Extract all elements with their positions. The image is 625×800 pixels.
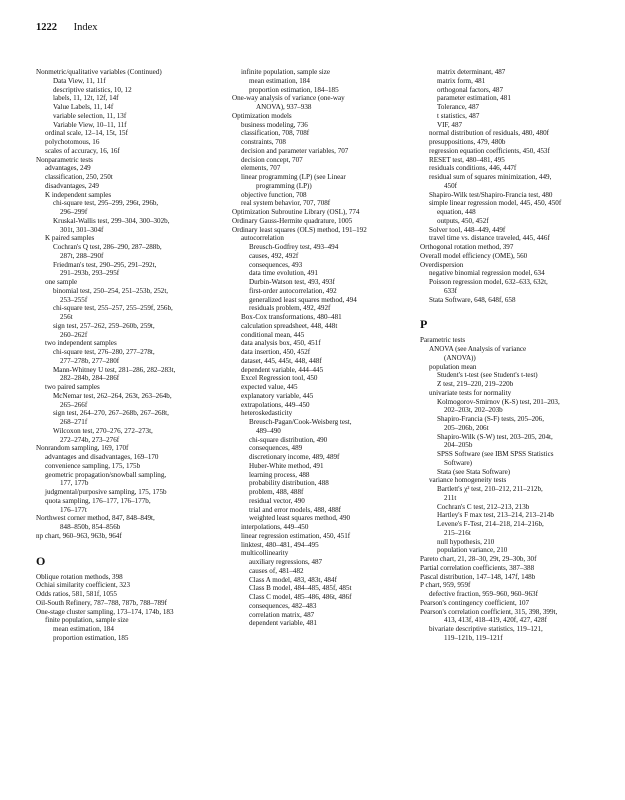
index-entry: classification, 250, 250t — [45, 173, 113, 181]
index-entry: decision concept, 707 — [241, 155, 303, 164]
index-entry: Nonmetric/qualitative variables (Continued) — [36, 68, 162, 76]
index-entry: Student's t-test (see Student's t-test) — [437, 371, 538, 380]
section-letter: P — [420, 317, 428, 332]
index-entry: elements, 707 — [241, 164, 281, 173]
index-entry: K independent samples — [45, 190, 112, 199]
index-entry: Overdispersion — [420, 260, 464, 269]
index-entry: defective fraction, 959–960, 960–963f — [429, 590, 538, 598]
index-entry: finite population, sample size — [45, 616, 129, 625]
index-entry: linear regression estimation, 450, 451f — [241, 531, 351, 540]
index-entry: univariate tests for normality — [429, 388, 512, 397]
index-entry: VIF, 487 — [437, 120, 463, 129]
index-column-2 — [232, 68, 412, 628]
index-entry: consequences, 493 — [249, 260, 303, 269]
index-entry: consequences, 489 — [249, 444, 303, 453]
index-entry: Durbin-Watson test, 493, 493f — [249, 278, 335, 286]
index-entry: Levene's F-Test, 214–218, 214–216b, — [437, 520, 544, 528]
index-entry: decision and parameter variables, 707 — [241, 146, 349, 155]
index-entry: ANOVA), 937–938 — [256, 103, 312, 111]
index-entry: Tolerance, 487 — [437, 103, 480, 111]
index-entry: classification, 708, 708f — [241, 129, 310, 138]
section-letter: O — [36, 553, 46, 568]
index-entry: 119–121b, 119–121f — [444, 633, 503, 642]
index-entry: chi-square test, 255–257, 255–259f, 256b, — [53, 304, 173, 313]
index-entry: dependent variable, 444–445 — [241, 365, 324, 374]
index-entry: simple linear regression model, 445, 450, 450f — [429, 199, 562, 208]
index-entry: one sample — [45, 278, 78, 286]
index-entry: geometric propagation/snowball sampling, — [45, 470, 167, 479]
index-entry: 277–278b, 277–280f — [60, 356, 120, 365]
index-entry: 301t, 301–304f — [60, 225, 104, 234]
index-entry: conditional mean, 445 — [241, 330, 305, 339]
page-header — [36, 22, 98, 33]
index-entry: convenience sampling, 175, 175b — [45, 461, 141, 470]
index-entry: labels, 11, 12t, 12f, 14f — [53, 94, 119, 103]
index-entry: 633f — [444, 286, 458, 295]
index-entry: 204–205b — [444, 441, 473, 450]
index-entry: 260–262f — [60, 330, 88, 339]
index-entry: advantages, 249 — [45, 164, 91, 173]
index-entry: matrix form, 481 — [437, 76, 486, 85]
index-entry: parameter estimation, 481 — [437, 94, 511, 103]
index-entry: 450f — [444, 181, 458, 190]
index-entry: chi-square test, 276–280, 277–278t, — [53, 348, 155, 356]
index-entry: Shapiro-Wilk test/Shapiro-Francia test, 480 — [429, 190, 553, 199]
index-entry: 268–271f — [60, 418, 88, 426]
index-entry: Class A model, 483, 483t, 484f — [249, 575, 337, 584]
index-entry: Class B model, 484–485, 485f, 485t — [249, 584, 352, 593]
index-entry: normal distribution of residuals, 480, 480f — [429, 129, 549, 138]
index-entry: Shapiro-Francia (S-F) tests, 205–206, — [437, 415, 544, 423]
index-entry: 256t — [60, 313, 73, 321]
index-entry: variance homogeneity tests — [429, 476, 507, 485]
index-entry: Ordinary Gauss-Hermite quadrature, 1005 — [232, 216, 353, 225]
index-entry: heteroskedasticity — [241, 409, 293, 418]
index-entry: Poisson regression model, 632–633, 632t, — [429, 278, 548, 286]
index-entry: bivariate descriptive statistics, 119–121, — [429, 625, 543, 633]
index-entry: Value Labels, 11, 14f — [53, 103, 114, 111]
index-entry: 282–284b, 284–286f — [60, 374, 120, 383]
index-entry: learning process, 488 — [249, 470, 310, 479]
index-entry: residuals conditions, 446, 447f — [429, 164, 517, 173]
index-entry: 205–206b, 206t — [444, 423, 489, 432]
index-entry: dataset, 445, 445t, 448, 448f — [241, 356, 322, 365]
index-entry: Data View, 11, 11f — [53, 76, 106, 85]
index-entry: business modeling, 736 — [241, 120, 308, 129]
index-entry: orthogonal factors, 487 — [437, 85, 503, 94]
index-entry: 215–216t — [444, 528, 471, 537]
index-entry: 848–850b, 854–856b — [60, 523, 121, 531]
index-entry: Cochran's Q test, 286–290, 287–288b, — [53, 243, 162, 251]
index-entry: Nonparametric tests — [36, 155, 93, 164]
index-entry: 253–255f — [60, 295, 88, 304]
index-entry: scales of accuracy, 16, 16f — [45, 146, 120, 155]
index-entry: regression equation coefficients, 450, 453f — [429, 146, 550, 155]
index-entry: Class C model, 485–486, 486t, 486f — [249, 593, 352, 601]
index-entry: linear programming (LP) (see Linear — [241, 173, 346, 181]
index-entry: multicollinearity — [241, 549, 289, 558]
index-entry: Optimization Subroutine Library (OSL), 774 — [232, 208, 360, 216]
index-entry: data time evolution, 491 — [249, 269, 318, 278]
index-entry: Northwest corner method, 847, 848–849t, — [36, 514, 155, 523]
index-entry: expected value, 445 — [241, 383, 298, 391]
index-entry: discretionary income, 489, 489f — [249, 453, 340, 461]
index-entry: mean estimation, 184 — [249, 76, 310, 85]
index-entry: Pascal distribution, 147–148, 147f, 148b — [420, 572, 536, 581]
index-entry: residual vector, 490 — [249, 496, 305, 505]
index-entry: dependent variable, 481 — [249, 619, 317, 628]
index-entry: polychotomous, 16 — [45, 138, 100, 146]
index-entry: Kolmogorov-Smirnov (K-S) test, 201–203, — [437, 397, 560, 406]
index-entry: 296–299f — [60, 208, 88, 216]
index-entry: equation, 448 — [437, 208, 476, 216]
index-entry: residuals problem, 492, 492f — [249, 304, 331, 313]
index-entry: explanatory variable, 445 — [241, 391, 314, 400]
index-entry: Stata Software, 648, 648f, 658 — [429, 295, 516, 304]
index-entry: 202–203t, 202–203b — [444, 406, 503, 415]
index-entry: 265–266f — [60, 400, 88, 409]
index-entry: chi-square test, 295–299, 296t, 296b, — [53, 199, 159, 208]
index-entry: two paired samples — [45, 383, 100, 391]
index-entry: linktest, 480–481, 494–495 — [241, 540, 319, 549]
index-entry: outputs, 450, 452f — [437, 216, 489, 225]
index-entry: objective function, 708 — [241, 190, 307, 199]
index-entry: population mean — [429, 362, 477, 371]
index-entry: sign test, 257–262, 259–260b, 259t, — [53, 321, 155, 330]
index-entry: 489–490 — [256, 426, 281, 435]
index-entry: Oblique rotation methods, 398 — [36, 572, 123, 581]
index-entry: Oil-South Refinery, 787–788, 787b, 788–789f — [36, 598, 167, 607]
index-entry: two independent samples — [45, 339, 117, 348]
index-entry: mean estimation, 184 — [53, 625, 114, 633]
index-entry: Hartley's F max test, 213–214, 213–214b — [437, 511, 554, 520]
index-entry: advantages and disadvantages, 169–170 — [45, 453, 159, 461]
index-entry: McNemar test, 262–264, 263t, 263–264b, — [53, 391, 172, 400]
index-entry: judgmental/purposive sampling, 175, 175b — [45, 488, 167, 496]
index-entry: extrapolations, 449–450 — [241, 400, 310, 409]
index-entry: One-stage cluster sampling, 173–174, 174b, 183 — [36, 607, 174, 616]
index-entry: One-way analysis of variance (one-way — [232, 94, 345, 103]
index-entry: consequences, 482–483 — [249, 601, 317, 610]
index-entry: interpolations, 449–450 — [241, 523, 309, 531]
index-entry: Odds ratios, 581, 581f, 1055 — [36, 590, 117, 598]
index-entry: Shapiro-Wilk (S-W) test, 203–205, 204t, — [437, 432, 553, 441]
index-entry: variable selection, 11, 13f — [53, 111, 127, 120]
index-entry: K paired samples — [45, 234, 95, 243]
index-entry: Wilcoxon test, 270–276, 272–273t, — [53, 426, 153, 435]
index-entry: generalized least squares method, 494 — [249, 295, 357, 304]
index-entry: probability distribution, 488 — [249, 479, 329, 488]
index-entry: first-order autocorrelation, 492 — [249, 286, 337, 295]
index-entry: P chart, 959, 959f — [420, 581, 471, 590]
index-entry: Orthogonal rotation method, 397 — [420, 243, 514, 251]
index-entry: problem, 488, 488f — [249, 488, 304, 496]
index-entry: infinite population, sample size — [241, 68, 331, 76]
index-entry: null hypothesis, 210 — [437, 537, 495, 546]
index-entry: Parametric tests — [420, 336, 466, 345]
index-entry: Solver tool, 448–449, 449f — [429, 225, 506, 234]
index-entry: Variable View, 10–11, 11f — [53, 120, 127, 129]
index-entry: Software) — [444, 458, 472, 467]
index-column-3 — [420, 68, 605, 643]
index-entry: 287t, 288–290f — [60, 251, 104, 260]
index-entry: binomial test, 250–254, 251–253b, 252t, — [53, 286, 169, 295]
index-entry: calculation spreadsheet, 448, 448t — [241, 321, 338, 330]
index-entry: proportion estimation, 184–185 — [249, 85, 339, 94]
index-entry: causes, 492, 492f — [249, 251, 299, 260]
index-entry: auxiliary regressions, 487 — [249, 558, 323, 566]
index-entry: Overall model efficiency (OME), 560 — [420, 251, 528, 260]
index-entry: Breusch-Pagan/Cook-Weisberg test, — [249, 418, 352, 426]
index-entry: Ordinary least squares (OLS) method, 191–192 — [232, 225, 367, 234]
index-entry: matrix determinant, 487 — [437, 68, 506, 76]
page-number: 1222 — [36, 22, 57, 33]
index-entry: proportion estimation, 185 — [53, 633, 129, 642]
index-entry: trial and error models, 488, 488f — [249, 505, 341, 514]
index-entry: Friedman's test, 290–295, 291–292t, — [53, 260, 157, 269]
index-entry: Huber-White method, 491 — [249, 461, 324, 470]
index-entry: Kruskal-Wallis test, 299–304, 300–302b, — [53, 216, 170, 225]
index-entry: Partial correlation coefficients, 387–388 — [420, 563, 535, 572]
index-entry: ordinal scale, 12–14, 15t, 15f — [45, 129, 128, 138]
index-entry: 272–274b, 273–276f — [60, 435, 120, 444]
index-entry: travel time vs. distance traveled, 445, 446f — [429, 234, 550, 243]
index-entry: 211t — [444, 493, 457, 502]
index-entry: SPSS Software (see IBM SPSS Statistics — [437, 450, 554, 458]
index-column-1 — [36, 68, 221, 643]
index-entry: t statistics, 487 — [437, 111, 480, 120]
index-entry: RESET test, 480–481, 495 — [429, 155, 505, 164]
index-entry: weighted least squares method, 490 — [249, 514, 351, 523]
index-entry: Box-Cox transformations, 480–481 — [241, 313, 342, 321]
index-entry: disadvantages, 249 — [45, 181, 99, 190]
index-entry: Pearson's contingency coefficient, 107 — [420, 598, 530, 607]
index-entry: data analysis box, 450, 451f — [241, 339, 321, 348]
index-entry: Pearson's correlation coefficient, 315, 398, 399t, — [420, 607, 558, 616]
index-entry: 177, 177b — [60, 479, 89, 488]
index-entry: np chart, 960–963, 963b, 964f — [36, 531, 122, 540]
index-entry: constraints, 708 — [241, 138, 286, 146]
index-entry: sign test, 264–270, 267–268b, 267–268t, — [53, 409, 169, 418]
index-entry: quota sampling, 176–177, 176–177b, — [45, 496, 151, 505]
index-entry: Ochiai similarity coefficient, 323 — [36, 581, 131, 590]
index-entry: causes of, 481–482 — [249, 566, 304, 575]
index-entry: population variance, 210 — [437, 546, 508, 555]
index-entry: correlation matrix, 487 — [249, 610, 315, 619]
index-entry: Breusch-Godfrey test, 493–494 — [249, 243, 339, 251]
index-entry: chi-square distribution, 490 — [249, 435, 328, 444]
index-entry: descriptive statistics, 10, 12 — [53, 85, 132, 94]
index-entry: programming (LP)) — [256, 181, 312, 190]
index-entry: data insertion, 450, 452f — [241, 348, 311, 356]
index-entry: presuppositions, 479, 480b — [429, 138, 506, 146]
index-entry: autocorrelation — [241, 234, 284, 243]
index-entry: (ANOVA)) — [444, 353, 476, 362]
index-entry: 413, 413f, 418–419, 420f, 427, 428f — [444, 616, 547, 625]
index-entry: ANOVA (see Analysis of variance — [429, 345, 527, 353]
index-entry: Nonrandom sampling, 169, 170f — [36, 444, 129, 453]
index-entry: Stata (see Stata Software) — [437, 467, 511, 476]
index-entry: Mann-Whitney U test, 281–286, 282–283t, — [53, 365, 176, 374]
index-entry: residual sum of squares minimization, 449, — [429, 173, 552, 181]
index-entry: negative binomial regression model, 634 — [429, 269, 545, 278]
index-entry: 176–177t — [60, 505, 87, 514]
index-entry: real system behavior, 707, 708f — [241, 199, 331, 208]
index-entry: Bartlett's χ² test, 210–212, 211–212b, — [437, 485, 543, 493]
index-entry: 291–293b, 293–295f — [60, 269, 120, 278]
index-entry: Optimization models — [232, 111, 292, 120]
index-entry: Excel Regression tool, 450 — [241, 374, 318, 383]
index-entry: Z test, 219–220, 219–220b — [437, 380, 514, 388]
index-entry: Cochran's C test, 212–213, 213b — [437, 502, 530, 511]
running-title: Index — [73, 22, 98, 33]
index-entry: Pareto chart, 21, 28–30, 29t, 29–30b, 30f — [420, 555, 537, 563]
